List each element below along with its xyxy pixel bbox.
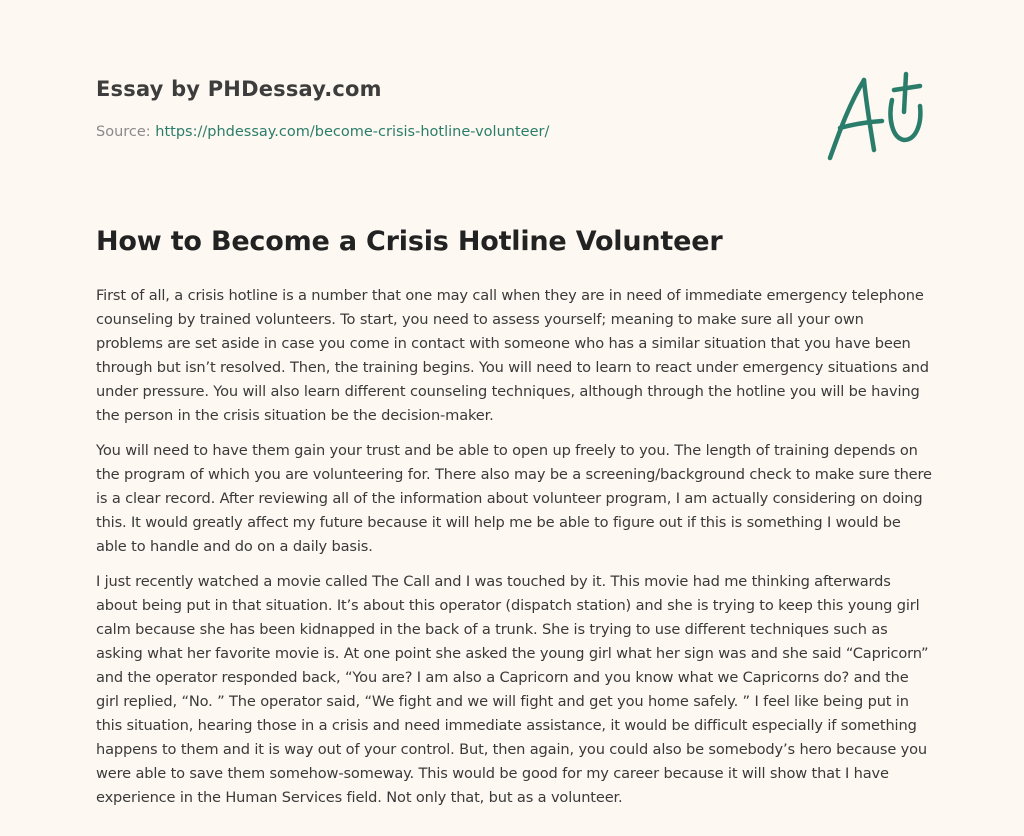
essay-body xyxy=(96,284,932,821)
source-link[interactable]: https://phdessay.com/become-crisis-hotline-volunteer/ xyxy=(155,124,550,140)
site-title: Essay by PHDessay.com xyxy=(96,77,382,101)
source-line xyxy=(96,124,549,140)
essay-paragraph: I just recently watched a movie called The Call and I was touched by it. This movie had me thinking afterwards about being put in that situation. It’s about this operator (dispatch station) and she is trying to keep this young girl calm because she has been kidnapped in the back of a trunk. She is trying to use different techniques such as asking what her favorite movie is. At one point she asked the young girl what her sign was and she said “Capricorn” and the operator responded back, “You are? I am also a Capricorn and you know what we Capricorns do? and the girl replied, “No. ” The operator said, “We fight and we will fight and get you home safely. ” I feel like being put in this situation, hearing those in a crisis and need immediate assistance, it would be difficult especially if something happens to them and it is way out of your control. But, then again, you could also be somebody’s hero because you were able to save them somehow-someway. This would be good for my career because it will show that I have experience in the Human Services field. Not only that, but as a volunteer. xyxy=(96,573,929,806)
essay-paragraph: First of all, a crisis hotline is a number that one may call when they are in need of immediate emergency telephone counseling by trained volunteers. To start, you need to assess yourself; meaning to make sure all your own problems are set aside in case you come in contact with someone who has a similar situation that you have been through but isn’t resolved. Then, the training begins. You will need to learn to react under emergency situations and under pressure. You will also learn different counseling techniques, although through the hotline you will be having the person in the crisis situation be the decision-maker. xyxy=(96,287,929,424)
source-label: Source: xyxy=(96,124,156,140)
a-plus-grade-logo-icon xyxy=(820,66,930,166)
essay-title: How to Become a Crisis Hotline Volunteer xyxy=(96,226,723,257)
essay-paragraph: You will need to have them gain your trust and be able to open up freely to you. The length of training depends on the program of which you are volunteering for. There also may be a screening/background check to make sure there is a clear record. After reviewing all of the information about volunteer program, I am actually considering on doing this. It would greatly affect my future because it will help me be able to figure out if this is something I would be able to handle and do on a daily basis. xyxy=(96,442,932,555)
